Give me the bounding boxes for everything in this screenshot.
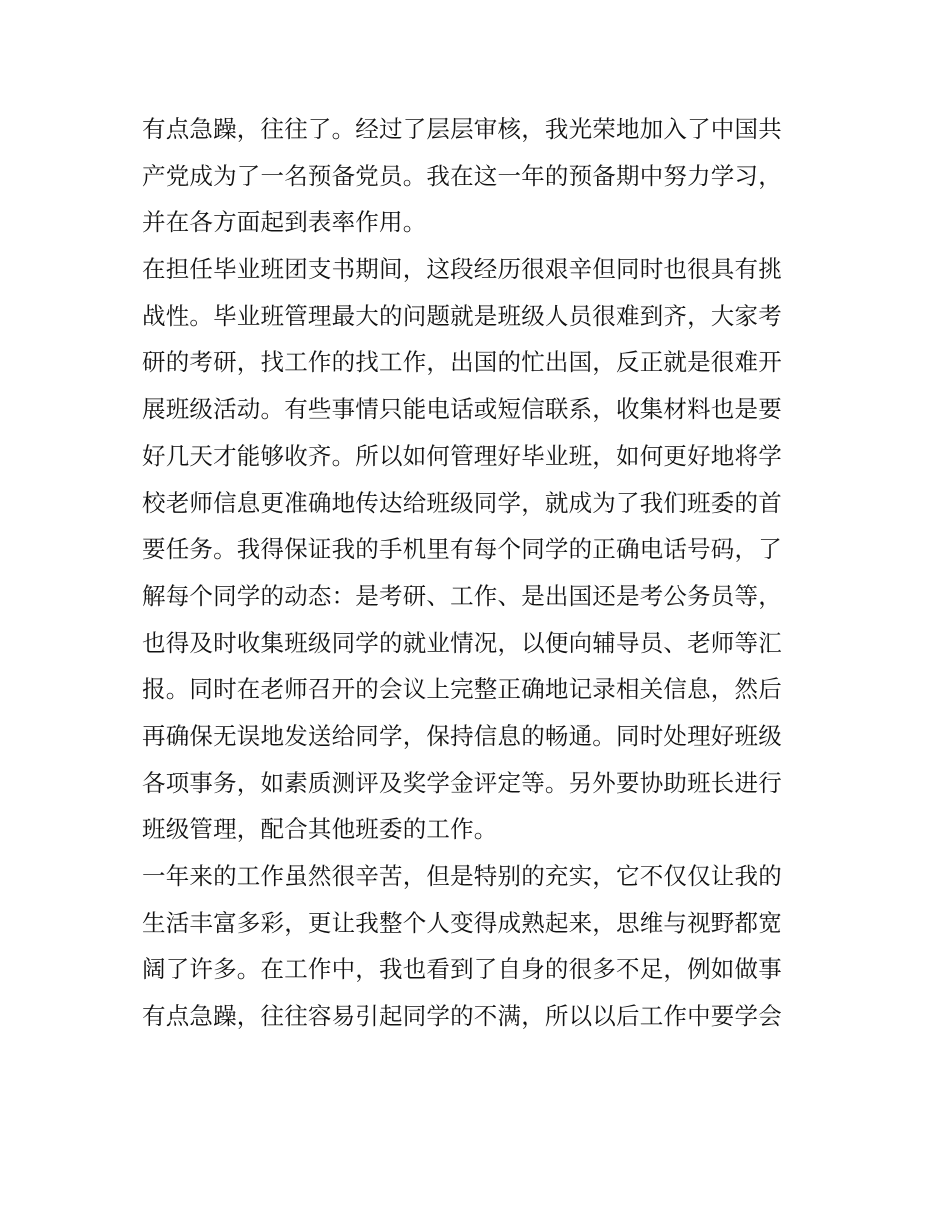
text-line: 产党成为了一名预备党员。我在这一年的预备期中努力学习， — [142, 161, 782, 190]
text-line: 班级管理，配合其他班委的工作。 — [142, 815, 498, 844]
document-body — [142, 106, 822, 1040]
text-line: 展班级活动。有些事情只能电话或短信联系，收集材料也是要 — [142, 395, 782, 424]
text-line: 也得及时收集班级同学的就业情况，以便向辅导员、老师等汇 — [142, 628, 782, 657]
text-line: 各项事务，如素质测评及奖学金评定等。另外要协助班长进行 — [142, 768, 782, 797]
text-line: 要任务。我得保证我的手机里有每个同学的正确电话号码，了 — [142, 535, 782, 564]
text-line: 有点急躁，往往了。经过了层层审核，我光荣地加入了中国共 — [142, 115, 782, 143]
text-line: 并在各方面起到表率作用。 — [142, 208, 427, 237]
text-line: 校老师信息更准确地传达给班级同学，就成为了我们班委的首 — [142, 488, 782, 517]
text-line: 报。同时在老师召开的会议上完整正确地记录相关信息，然后 — [142, 675, 782, 704]
text-line: 研的考研，找工作的找工作，出国的忙出国，反正就是很难开 — [142, 348, 782, 377]
text-line: 一年来的工作虽然很辛苦，但是特别的充实，它不仅仅让我的 — [142, 862, 782, 890]
text-line: 在担任毕业班团支书期间，这段经历很艰辛但同时也很具有挑 — [142, 255, 782, 284]
text-line: 再确保无误地发送给同学，保持信息的畅通。同时处理好班级 — [142, 721, 782, 750]
text-line: 好几天才能够收齐。所以如何管理好毕业班，如何更好地将学 — [142, 441, 782, 470]
text-line: 阔了许多。在工作中，我也看到了自身的很多不足，例如做事 — [142, 955, 782, 984]
text-line: 解每个同学的动态：是考研、工作、是出国还是考公务员等， — [142, 581, 782, 610]
text-line: 有点急躁，往往容易引起同学的不满，所以以后工作中要学会 — [142, 1002, 782, 1031]
text-line: 生活丰富多彩，更让我整个人变得成熟起来，思维与视野都宽 — [142, 908, 782, 937]
text-line: 战性。毕业班管理最大的问题就是班级人员很难到齐，大家考 — [142, 301, 782, 330]
